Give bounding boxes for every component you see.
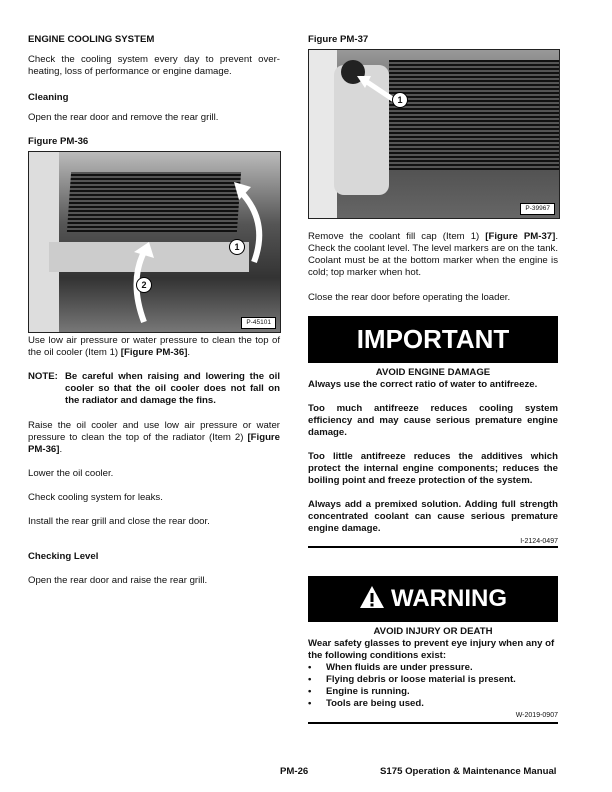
raise-paragraph [28,420,280,456]
divider [308,722,558,724]
figure-pm37-label: Figure PM-37 [308,34,369,45]
warning-banner [308,576,558,622]
figure-pm36-label: Figure PM-36 [28,136,89,147]
text: . [187,347,191,358]
important-p3: Too little antifreeze reduces the additives which protect the internal engine components; reduces the boiling point and freeze protection of the system. [308,451,558,486]
warning-intro: Wear safety glasses to prevent eye injury when any of the following conditions exist: [308,638,555,661]
list-item: • Tools are being used. [308,698,558,710]
divider [308,546,558,548]
important-body [308,367,558,535]
use-low-pressure-paragraph [28,335,280,359]
important-p2: Too much antifreeze reduces cooling system efficiency and may cause serious premature engine damage. [308,403,558,438]
important-title: AVOID ENGINE DAMAGE [375,367,491,378]
photo-id: P-39967 [520,203,555,215]
list-item: • Flying debris or loose material is present. [308,674,558,686]
note-text: Be careful when raising and lowering the oil cooler so that the oil cooler does not fall on the radiator and damage the fins. [65,371,280,406]
figure-reference: [Figure PM-37] [485,231,556,242]
warning-triangle-icon [359,585,385,609]
check-leaks-step: Check cooling system for leaks. [28,492,163,503]
important-code: I-2124-0497 [520,538,558,545]
remove-cap-paragraph [308,231,558,279]
warning-title: AVOID INJURY OR DEATH [373,626,493,637]
section-heading: ENGINE COOLING SYSTEM [28,34,155,45]
note-label: NOTE: [28,371,58,382]
warning-code: W-2019-0907 [515,712,558,719]
intro-paragraph: Check the cooling system every day to prevent over-heating, loss of performance or engine damage. [28,54,280,77]
callout-2: 2 [136,277,152,293]
list-item: • When fluids are under pressure. [308,662,558,674]
manual-title: S175 Operation & Maintenance Manual [380,766,557,777]
checking-level-heading: Checking Level [28,551,99,562]
figure-reference: [Figure PM-36] [120,347,188,358]
figure-reference: [Figure PM-36] [28,432,280,455]
lower-step: Lower the oil cooler. [28,468,114,479]
note [28,371,280,407]
text: Remove the coolant fill cap (Item 1) [308,231,486,242]
checking-step: Open the rear door and raise the rear grill. [28,575,208,586]
cleaning-heading: Cleaning [28,92,69,103]
warning-list [308,662,558,710]
important-p4: Always add a premixed solution. Adding full strength concentrated coolant can cause serious premature engine damage. [308,499,558,534]
important-banner: IMPORTANT [308,316,558,363]
page-number: PM-26 [280,766,309,777]
text: Raise the oil cooler and use low air pressure or water pressure to clean the top of the radiator (Item 2) [28,420,280,443]
cleaning-step: Open the rear door and remove the rear grill. [28,112,219,123]
important-p1: Always use the correct ratio of water to antifreeze. [308,379,538,390]
text: . Check the coolant level. The level markers are on the tank. Coolant must be at the bottom marker when the engine is cold; top marker when hot. [308,231,558,278]
arrow-icon [309,50,559,218]
text: Use low air pressure or water pressure to clean the top of the oil cooler (Item 1) [28,335,280,358]
install-step: Install the rear grill and close the rear door. [28,516,210,527]
figure-pm37-photo [308,49,560,219]
close-door-paragraph: Close the rear door before operating the loader. [308,292,511,303]
callout-1: 1 [229,239,245,255]
warning-body [308,626,558,710]
list-item: • Engine is running. [308,686,558,698]
photo-id: P-45101 [241,317,276,329]
callout-1: 1 [392,92,408,108]
figure-pm36-photo [28,151,281,333]
warning-label: WARNING [391,585,507,612]
text: . [59,444,63,455]
